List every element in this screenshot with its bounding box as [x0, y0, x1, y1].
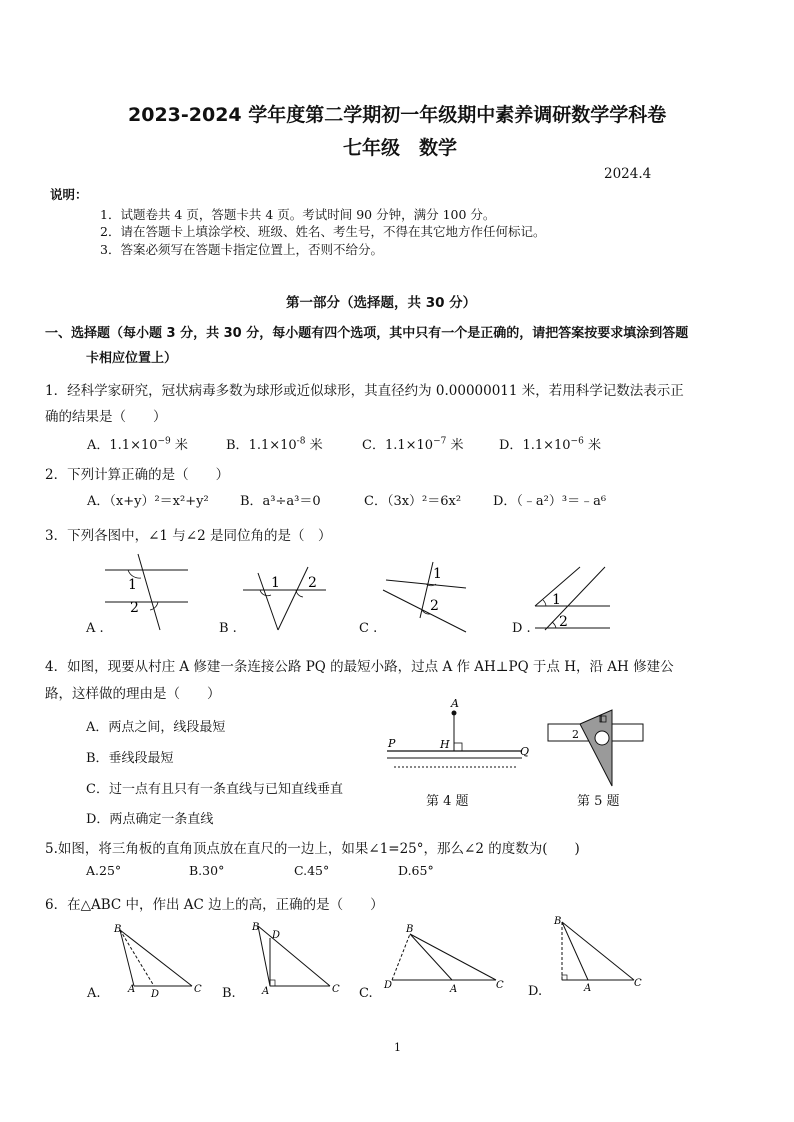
- q6-figure-b: [244, 918, 344, 998]
- section-instructions: 一、选择题（每小题 3 分，共 30 分，每小题有四个选项，其中只有一个是正确的，请把答案按要求填涂到答题: [45, 326, 689, 341]
- q6-label-c: C.: [359, 986, 373, 1001]
- angle-2-label: 2: [430, 598, 439, 614]
- q1-option-a: A．$1.1\times 10^{-9}$ 米: [87, 436, 188, 453]
- q3-label-b: B .: [219, 621, 237, 636]
- angle-1-label: 1: [552, 592, 561, 608]
- point-d-label: D: [272, 930, 281, 941]
- q4-figure-caption: 第 4 题: [426, 794, 469, 809]
- q6-label-d: D.: [528, 984, 543, 999]
- q3-label-d: D .: [512, 621, 531, 636]
- q2-option-c: C．（3x）²＝6x²: [364, 494, 462, 509]
- point-d-label: D: [151, 989, 160, 1000]
- point-c-label: C: [194, 984, 202, 995]
- q6-stem: 6．在△ABC 中，作出 AC 边上的高，正确的是（ ）: [45, 897, 384, 913]
- q1-option-d: D．$1.1\times 10^{-6}$ 米: [499, 436, 601, 453]
- point-a-label: A: [128, 984, 136, 995]
- exam-subtitle: 七年级 数学: [343, 137, 458, 159]
- point-h-label: H: [440, 738, 450, 751]
- point-a-label: A: [450, 984, 458, 995]
- q5-option-c: C.45°: [294, 863, 330, 878]
- q3-label-a: A .: [86, 621, 104, 636]
- point-d-label: D: [384, 980, 393, 991]
- q6-label-a: A.: [87, 986, 101, 1001]
- angle-2-label: 2: [130, 600, 139, 616]
- point-b-label: B: [114, 924, 122, 935]
- q5-option-a: A.25°: [86, 863, 122, 878]
- q4-stem-cont: 路，这样做的理由是（ ）: [45, 686, 221, 702]
- q3-stem: 3．下列各图中，∠1 与∠2 是同位角的是（ ）: [45, 528, 332, 544]
- q2-option-a: A．（x+y）²＝x²+y²: [87, 494, 209, 509]
- note-item: 1．试题卷共 4 页，答题卡共 4 页。考试时间 90 分钟，满分 100 分。: [100, 207, 496, 222]
- point-b-label: B: [554, 916, 562, 927]
- q2-option-b: B．a³÷a³＝0: [240, 494, 321, 509]
- q1-stem-cont: 确的结果是（ ）: [45, 409, 167, 425]
- note-item: 2．请在答题卡上填涂学校、班级、姓名、考生号，不得在其它地方作任何标记。: [100, 224, 546, 239]
- q5-option-d: D.65°: [398, 863, 434, 878]
- angle-1-label: 1: [598, 714, 605, 725]
- point-p-label: P: [388, 737, 396, 750]
- q1-option-b: B．$1.1\times 10^{-8}$ 米: [226, 436, 323, 453]
- q4-option-c: C．过一点有且只有一条直线与已知直线垂直: [86, 782, 343, 797]
- page-number: 1: [394, 1041, 401, 1054]
- q3-figure-b: [238, 565, 333, 635]
- notes-heading: 说明：: [50, 187, 88, 202]
- q4-figure: [382, 695, 532, 775]
- q1-stem: 1．经科学家研究，冠状病毒多数为球形或近似球形，其直径约为 0.00000011 米，若用科学记数法表示正: [45, 383, 684, 399]
- q5-figure: [540, 700, 650, 790]
- q4-option-b: B．垂线段最短: [86, 751, 174, 766]
- point-a-label: A: [584, 983, 592, 994]
- q2-stem: 2．下列计算正确的是（ ）: [45, 467, 230, 483]
- note-item: 3．答案必须写在答题卡指定位置上，否则不给分。: [100, 242, 383, 257]
- q3-figure-c: [378, 560, 473, 635]
- section-instructions-cont: 卡相应位置上）: [86, 351, 178, 366]
- q2-option-d: D．（﹣a²）³＝﹣a⁶: [493, 494, 607, 509]
- q5-option-b: B.30°: [189, 863, 225, 878]
- angle-2-label: 2: [559, 614, 568, 630]
- point-c-label: C: [332, 984, 340, 995]
- q5-figure-caption: 第 5 题: [577, 794, 620, 809]
- point-c-label: C: [634, 978, 642, 989]
- angle-1-label: 1: [128, 577, 137, 593]
- point-a-label: A: [262, 986, 270, 997]
- angle-1-label: 1: [433, 566, 442, 582]
- q3-label-c: C .: [359, 621, 378, 636]
- exam-title: 2023-2024 学年度第二学期初一年级期中素养调研数学学科卷: [128, 104, 667, 126]
- exam-date: 2024.4: [604, 166, 652, 182]
- q6-figure-d: [546, 912, 646, 997]
- angle-2-label: 2: [572, 728, 579, 741]
- angle-1-label: 1: [271, 575, 280, 591]
- part1-heading: 第一部分（选择题，共 30 分）: [286, 295, 477, 311]
- q5-stem: 5.如图，将三角板的直角顶点放在直尺的一边上，如果∠1=25°，那么∠2 的度数为( ): [45, 841, 580, 857]
- q4-stem: 4．如图，现要从村庄 A 修建一条连接公路 PQ 的最短小路，过点 A 作 AH⊥PQ 于点 H，沿 AH 修建公: [45, 659, 674, 675]
- point-b-label: B: [406, 924, 414, 935]
- q4-option-d: D．两点确定一条直线: [86, 812, 214, 827]
- point-a-label: A: [451, 697, 459, 710]
- q6-figure-c: [378, 922, 508, 997]
- point-c-label: C: [496, 980, 504, 991]
- q3-figure-a: [100, 552, 195, 632]
- q6-figure-a: [108, 920, 208, 1000]
- point-q-label: Q: [520, 745, 530, 758]
- angle-2-label: 2: [308, 575, 317, 591]
- q6-label-b: B.: [222, 986, 236, 1001]
- point-b-label: B: [252, 922, 260, 933]
- q1-option-c: C．$1.1\times 10^{-7}$ 米: [362, 436, 464, 453]
- q3-figure-d: [530, 562, 625, 637]
- q4-option-a: A．两点之间，线段最短: [86, 720, 226, 735]
